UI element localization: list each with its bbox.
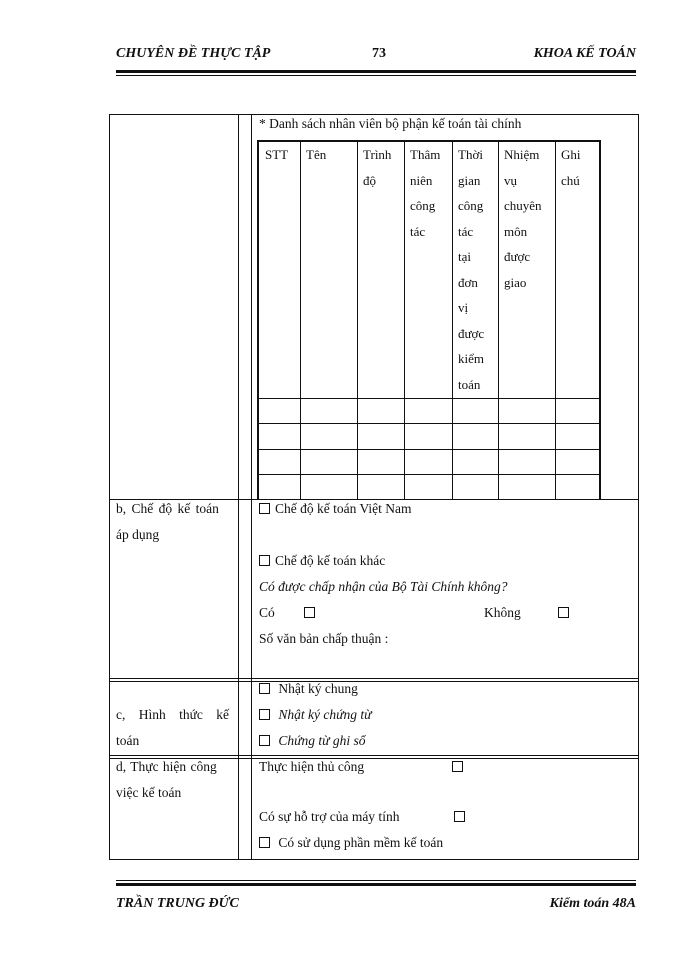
column-header-line: chuyên xyxy=(504,198,542,213)
column-header-line: Ghi xyxy=(561,147,581,162)
column-header-line: công xyxy=(458,198,484,213)
checkbox[interactable] xyxy=(259,555,270,566)
column-header-line: Thâm xyxy=(410,147,441,162)
column-header-duties xyxy=(504,142,542,295)
column-header-line: Tên xyxy=(306,147,327,162)
header-left: CHUYÊN ĐỀ THỰC TẬP xyxy=(116,46,271,61)
column-header-line: đơn xyxy=(458,274,478,290)
column-header-line: Trình xyxy=(363,147,392,162)
column-header-line: tác xyxy=(458,223,474,239)
column-header-line: toán xyxy=(458,376,481,392)
footer-rule-thick xyxy=(116,883,636,886)
column-header-line: Thời xyxy=(458,147,483,162)
checkbox[interactable] xyxy=(259,683,270,694)
option-journal-voucher[interactable]: Nhật ký chứng từ xyxy=(259,702,371,728)
staff-list-title: * Danh sách nhân viên bộ phận kế toán tài chính xyxy=(259,116,522,131)
section-d-label-2: việc kế toán xyxy=(116,785,182,800)
option-other-standard[interactable]: Chế độ kế toán khác xyxy=(259,548,385,574)
column-header-line: công xyxy=(410,198,436,213)
column-header-line: tại xyxy=(458,249,471,264)
checkbox[interactable] xyxy=(259,735,270,746)
checkbox[interactable] xyxy=(259,709,270,720)
option-computer-assisted: Có sự hỗ trợ của máy tính xyxy=(259,809,400,824)
option-manual: Thực hiện thủ công xyxy=(259,759,365,774)
option-general-journal[interactable]: Nhật ký chung xyxy=(259,676,358,702)
footer-class: Kiểm toán 48A xyxy=(549,896,636,911)
computer-checkbox[interactable] xyxy=(454,811,465,822)
section-b-label-2: áp dụng xyxy=(116,527,160,542)
footer-author: TRẦN TRUNG ĐỨC xyxy=(116,896,239,911)
column-header-line: độ xyxy=(363,172,376,188)
section-c-label-2: toán xyxy=(116,733,140,748)
column-header-line: chú xyxy=(561,172,580,188)
option-vn-standard[interactable]: Chế độ kế toán Việt Nam xyxy=(259,496,412,522)
approval-question: Có được chấp nhận của Bộ Tài Chính không? xyxy=(259,579,508,594)
column-header-line: tác xyxy=(410,223,426,239)
column-header-line: vụ xyxy=(504,172,517,188)
row-divider xyxy=(109,678,639,679)
yes-label: Có xyxy=(259,605,275,620)
column-divider xyxy=(238,114,239,860)
manual-checkbox[interactable] xyxy=(452,761,463,772)
column-header-line: môn xyxy=(504,223,528,239)
header-rule-thin xyxy=(116,75,636,76)
row-divider xyxy=(109,681,639,682)
column-divider xyxy=(251,114,252,860)
table-row xyxy=(259,449,599,450)
table-row xyxy=(259,474,599,475)
column-header-line: giao xyxy=(504,274,527,290)
column-header-line: STT xyxy=(265,147,289,162)
no-checkbox[interactable] xyxy=(558,607,569,618)
column-header-line: niên xyxy=(410,172,433,188)
option-software[interactable]: Có sử dụng phần mềm kế toán xyxy=(259,830,443,856)
approval-number: Số văn bản chấp thuận : xyxy=(259,631,389,646)
column-header-line: gian xyxy=(458,172,481,188)
section-c-label-1: c, Hình thức kế xyxy=(116,707,230,722)
column-header-tenure xyxy=(458,142,484,397)
table-row xyxy=(259,423,599,424)
checkbox[interactable] xyxy=(259,837,270,848)
page-header xyxy=(116,46,636,66)
checkbox[interactable] xyxy=(259,503,270,514)
table-row xyxy=(259,398,599,399)
column-header-line: được xyxy=(504,249,531,264)
section-d-label-1: d, Thực hiện công xyxy=(116,759,217,774)
section-b-label-1: b, Chế độ kế toán xyxy=(116,501,219,516)
column-header-notes xyxy=(561,142,581,193)
header-right: KHOA KẾ TOÁN xyxy=(533,46,636,61)
page-footer xyxy=(116,896,636,916)
staff-table xyxy=(257,140,601,500)
column-header-seniority xyxy=(410,142,440,244)
column-header-line: được xyxy=(458,325,485,341)
column-header-name xyxy=(306,142,326,168)
column-header-line: Nhiệm xyxy=(504,147,540,162)
no-label: Không xyxy=(484,605,521,620)
column-header-line: vị xyxy=(458,300,469,315)
yes-checkbox[interactable] xyxy=(304,607,315,618)
column-header-stt xyxy=(265,142,288,168)
column-header-line: kiểm xyxy=(458,351,484,366)
column-header-qualification xyxy=(363,142,391,193)
header-rule-thick xyxy=(116,70,636,73)
footer-rule-thin xyxy=(116,880,636,881)
option-voucher-ledger[interactable]: Chứng từ ghi sổ xyxy=(259,728,366,754)
page-number: 73 xyxy=(372,46,386,61)
